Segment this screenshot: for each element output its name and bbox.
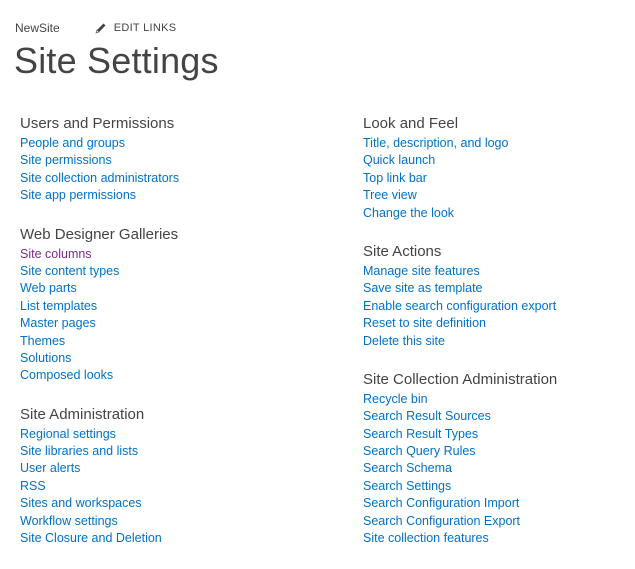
list-item: [363, 205, 633, 222]
list-item: [20, 263, 340, 280]
list-item: [20, 478, 340, 495]
section-site-administration: [20, 406, 340, 548]
settings-link-site-permissions[interactable]: Site permissions: [20, 153, 112, 168]
list-item: [363, 530, 633, 547]
list-item: [20, 443, 340, 460]
settings-link-regional-settings[interactable]: Regional settings: [20, 426, 116, 441]
edit-links-label: EDIT LINKS: [113, 22, 177, 34]
settings-link-people-and-groups[interactable]: People and groups: [20, 136, 125, 150]
settings-link-save-site-as-template[interactable]: Save site as template: [363, 281, 483, 296]
list-item: [20, 530, 340, 547]
section-site-actions: [363, 243, 633, 350]
settings-link-recycle-bin[interactable]: Recycle bin: [363, 391, 428, 406]
settings-link-sites-and-workspaces[interactable]: Sites and workspaces: [20, 496, 142, 511]
page-title: Site Settings: [14, 40, 219, 81]
list-item: [363, 408, 633, 425]
section-title: Web Designer Galleries: [20, 225, 179, 243]
settings-link-manage-site-features[interactable]: Manage site features: [363, 263, 480, 278]
list-item: [20, 350, 340, 367]
settings-link-site-collection-administrators[interactable]: Site collection administrators: [20, 170, 180, 185]
settings-link-list: [20, 246, 340, 385]
settings-link-user-alerts[interactable]: User alerts: [20, 461, 81, 476]
settings-link-search-result-sources[interactable]: Search Result Sources: [363, 409, 491, 424]
list-item: [363, 391, 633, 408]
list-item: [363, 263, 633, 280]
section-title: Site Actions: [363, 242, 442, 260]
settings-link-site-app-permissions[interactable]: Site app permissions: [20, 188, 137, 203]
section-look-and-feel: [363, 115, 633, 222]
settings-link-reset-to-site-definition[interactable]: Reset to site definition: [363, 316, 486, 331]
list-item: [20, 426, 340, 443]
settings-link-search-result-types[interactable]: Search Result Types: [363, 426, 479, 441]
list-item: [20, 187, 340, 204]
list-item: [363, 443, 633, 460]
list-item: [363, 298, 633, 315]
settings-link-search-settings[interactable]: Search Settings: [363, 478, 452, 493]
list-item: [363, 478, 633, 495]
section-title: Site Collection Administration: [363, 370, 558, 388]
section-title: Users and Permissions: [20, 115, 175, 132]
settings-link-rss[interactable]: RSS: [20, 478, 46, 493]
section-title: Site Administration: [20, 405, 145, 423]
settings-link-search-configuration-export[interactable]: Search Configuration Export: [363, 513, 521, 528]
list-item: [20, 495, 340, 512]
settings-link-web-parts[interactable]: Web parts: [20, 281, 77, 296]
settings-link-delete-this-site[interactable]: Delete this site: [363, 333, 445, 348]
settings-link-site-columns[interactable]: Site columns: [20, 246, 92, 261]
list-item: [20, 170, 340, 187]
list-item: [363, 187, 633, 204]
settings-link-site-collection-features[interactable]: Site collection features: [363, 531, 489, 546]
list-item: [363, 280, 633, 297]
left-column: [20, 115, 340, 547]
settings-link-site-libraries-and-lists[interactable]: Site libraries and lists: [20, 444, 139, 459]
list-item: [20, 315, 340, 332]
list-item: [20, 298, 340, 315]
list-item: [363, 135, 633, 152]
settings-link-list: [20, 135, 340, 205]
list-item: [20, 367, 340, 384]
settings-link-quick-launch[interactable]: Quick launch: [363, 153, 436, 168]
list-item: [20, 333, 340, 350]
list-item: [363, 333, 633, 350]
list-item: [363, 315, 633, 332]
section-users-and-permissions: [20, 115, 340, 205]
settings-link-themes[interactable]: Themes: [20, 333, 66, 348]
section-web-designer-galleries: [20, 226, 340, 385]
section-site-collection-administration: [363, 371, 633, 548]
edit-links-button[interactable]: [94, 21, 177, 35]
settings-link-master-pages[interactable]: Master pages: [20, 316, 96, 331]
settings-link-site-closure-and-deletion[interactable]: Site Closure and Deletion: [20, 531, 162, 546]
list-item: [363, 426, 633, 443]
list-item: [20, 513, 340, 530]
settings-link-composed-looks[interactable]: Composed looks: [20, 368, 114, 383]
settings-link-top-link-bar[interactable]: Top link bar: [363, 170, 427, 185]
pencil-icon: [94, 21, 108, 35]
settings-link-list-templates[interactable]: List templates: [20, 298, 98, 313]
settings-link-tree-view[interactable]: Tree view: [363, 188, 417, 203]
settings-link-list: [363, 135, 633, 222]
list-item: [363, 152, 633, 169]
list-item: [363, 495, 633, 512]
settings-link-enable-search-configuration-export[interactable]: Enable search configuration export: [363, 298, 557, 313]
list-item: [20, 280, 340, 297]
section-title: Look and Feel: [363, 115, 459, 132]
list-item: [20, 460, 340, 477]
settings-link-search-schema[interactable]: Search Schema: [363, 461, 452, 476]
list-item: [20, 246, 340, 263]
list-item: [363, 170, 633, 187]
list-item: [363, 513, 633, 530]
right-column: [363, 115, 633, 547]
top-bar: [15, 19, 176, 37]
settings-link-search-configuration-import[interactable]: Search Configuration Import: [363, 496, 520, 511]
list-item: [20, 135, 340, 152]
settings-link-list: [363, 391, 633, 548]
list-item: [20, 152, 340, 169]
site-name-link[interactable]: NewSite: [15, 21, 60, 35]
settings-link-workflow-settings[interactable]: Workflow settings: [20, 513, 118, 528]
settings-link-title-description-and-logo[interactable]: Title, description, and logo: [363, 136, 509, 150]
settings-link-change-the-look[interactable]: Change the look: [363, 205, 455, 220]
settings-link-site-content-types[interactable]: Site content types: [20, 263, 120, 278]
settings-link-list: [20, 426, 340, 548]
list-item: [363, 460, 633, 477]
settings-link-list: [363, 263, 633, 350]
settings-link-solutions[interactable]: Solutions: [20, 350, 72, 365]
settings-link-search-query-rules[interactable]: Search Query Rules: [363, 444, 476, 459]
